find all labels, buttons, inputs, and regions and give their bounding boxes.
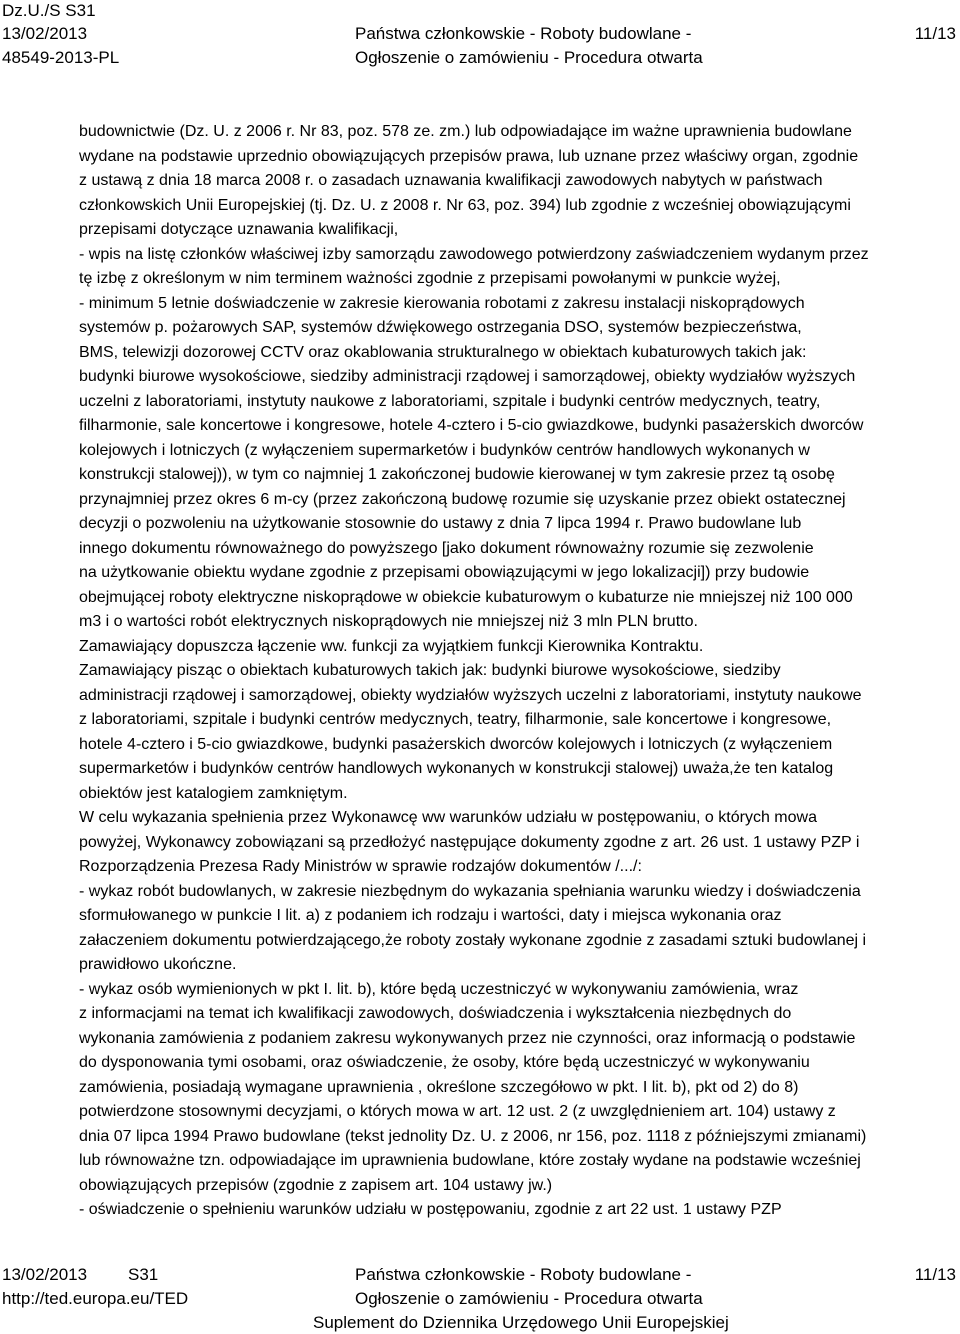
- body-line: z ustawą z dnia 18 marca 2008 r. o zasadach uznawania kwalifikacji zawodowych nabytych w państwach: [79, 172, 823, 189]
- footer-supplement: Suplement do Dziennika Urzędowego Unii Europejskiej: [313, 1313, 729, 1332]
- body-line: konstrukcji stalowej)), w tym co najmniej 1 zakończonej budowie kierowanej w tym zakresie przez tą osobę: [79, 466, 835, 483]
- body-line: hotele 4-cztero i 5-cio gwiazdkowe, budynki pasażerskich dworców kolejowych i lotniczych (z wyłączeniem: [79, 735, 833, 753]
- body-line: systemów p. pożarowych SAP, systemów dźwiękowego ostrzegania DSO, systemów bezpieczeństwa,: [79, 319, 802, 336]
- body-line: sformułowanego w punkcie I lit. a) z podaniem ich rodzaju i wartości, daty i miejsca wykonania oraz: [79, 907, 782, 924]
- body-line: lub równoważne tzn. odpowiadające im uprawnienia budowlane, które zostały wydane na podstawie wcześniej: [79, 1152, 861, 1169]
- body-line: W celu wykazania spełnienia przez Wykonawcę ww warunków udziału w postępowaniu, o których mowa: [79, 809, 817, 826]
- body-line: potwierdzone stosownymi decyzjami, o których mowa w art. 12 ust. 2 (z uwzględnieniem art. 104) ustawy z: [79, 1103, 836, 1120]
- body-line: - oświadczenie o spełnieniu warunków udziału w postępowaniu, zgodnie z art 22 ust. 1 ustawy PZP: [79, 1201, 782, 1218]
- body-line: - minimum 5 letnie doświadczenie w zakresie kierowania robotami z zakresu instalacji niskoprądowych: [79, 294, 805, 312]
- footer-page-number: 11/13: [914, 1265, 956, 1284]
- header-notice-id: 48549-2013-PL: [2, 48, 120, 67]
- body-line: wykonania zamówienia z podaniem zakresu wykonywanych przez nie czynności, oraz informacją o podstawie: [79, 1029, 856, 1047]
- footer-title-line2: Ogłoszenie o zamówieniu - Procedura otwarta: [355, 1289, 703, 1308]
- body-line: obiektów jest katalogiem zamkniętym.: [79, 784, 348, 802]
- body-line: na użytkowanie obiektu wydane zgodnie z przepisami obowiązującymi w jego lokalizacji]) przy budowie: [79, 564, 810, 581]
- body-line: budownictwie (Dz. U. z 2006 r. Nr 83, poz. 578 ze. zm.) lub odpowiadające im ważne uprawnienia budowlane: [79, 123, 852, 140]
- header-doc-code: Dz.U./S S31: [2, 1, 96, 20]
- body-line: decyzji o pozwoleniu na użytkowanie stosownie do ustawy z dnia 7 lipca 1994 r. Prawo budowlane lub: [79, 515, 802, 532]
- header-title-line2: Ogłoszenie o zamówieniu - Procedura otwarta: [355, 48, 703, 67]
- document-body: [79, 120, 952, 1223]
- body-line: z laboratoriami, szpitale i budynki centrów medycznych, teatry, filharmonie, sale koncertowe i kongresowe,: [79, 711, 832, 728]
- body-line: - wykaz osób wymienionych w pkt I. lit. b), które będą uczestniczyć w wykonywaniu zamówienia, wraz: [79, 980, 799, 998]
- page-header: [0, 0, 960, 72]
- footer-title-line1: Państwa członkowskie - Roboty budowlane -: [355, 1265, 692, 1284]
- body-line: supermarketów i budynków centrów handlowych wykonanych w konstrukcji stalowej) uważa,że ten katalog: [79, 760, 834, 777]
- body-line: kolejowych i lotniczych (z wyłączeniem supermarketów i budynków centrów handlowych wykonanych w: [79, 441, 810, 459]
- footer-series: S31: [128, 1265, 159, 1284]
- body-line: Zamawiający dopuszcza łączenie ww. funkcji za wyjątkiem funkcji Kierownika Kontraktu.: [79, 637, 704, 655]
- body-line: prawidłowo ukończne.: [79, 956, 237, 973]
- body-line: powyżej, Wykonawcy zobowiązani są przedłożyć następujące dokumenty zgodne z art. 26 ust. 1 ustawy PZP i: [79, 833, 860, 851]
- body-line: administracji rządowej i samorządowej, obiekty wydziałów wyższych uczelni z laboratoriami, instytuty naukowe: [79, 686, 862, 704]
- footer-url[interactable]: http://ted.europa.eu/TED: [2, 1289, 189, 1308]
- body-line: - wykaz robót budowlanych, w zakresie niezbędnym do wykazania spełniania warunku wiedzy i doświadczenia: [79, 882, 861, 900]
- body-line: członkowskich Unii Europejskiej (tj. Dz. U. z 2008 r. Nr 63, poz. 394) lub zgodnie z wcześniej obowiązującymi: [79, 196, 851, 214]
- header-page-number: 11/13: [914, 24, 956, 43]
- body-line: uczelni z laboratoriami, instytuty naukowe z laboratoriami, szpitale i budynki centrów medycznych, teatry,: [79, 392, 821, 410]
- body-line: obowiązujących przepisów (zgodnie z zapisem art. 104 ustawy jw.): [79, 1176, 553, 1194]
- body-line: przynajmniej przez okres 6 m-cy (przez zakończoną budowę rozumie się uzyskanie przez obiekt ostatecznej: [79, 490, 846, 508]
- body-line: innego dokumentu równoważnego do powyższego [jako dokument równoważny rozumie się zezwolenie: [79, 539, 814, 557]
- body-line: BMS, telewizji dozorowej CCTV oraz okablowania strukturalnego w obiektach kubaturowych takich jak:: [79, 343, 807, 361]
- body-line: obejmującej roboty elektryczne niskoprądowe w obiekcie kubaturowym o kubaturze nie mniejszej niż 100 000: [79, 588, 853, 606]
- body-line: Zamawiający pisząc o obiektach kubaturowych takich jak: budynki biurowe wysokościowe, siedziby: [79, 662, 781, 679]
- body-line: budynki biurowe wysokościowe, siedziby administracji rządowej i samorządowej, obiekty wydziałów wyższych: [79, 368, 856, 385]
- body-line: wydane na podstawie uprzednio obowiązujących przepisów prawa, lub uznane przez właściwy organ, zgodnie: [79, 147, 859, 165]
- body-line: załaczeniem dokumentu potwierdzającego,że roboty zostały wykonane zgodnie z zasadami sztuki budowlanej i: [79, 931, 867, 949]
- body-line: filharmonie, sale koncertowe i kongresowe, hotele 4-cztero i 5-cio gwiazdkowe, budynki pasażerskich dworców: [79, 417, 864, 434]
- body-line: z informacjami na temat ich kwalifikacji zawodowych, doświadczenia i wykształcenia niezbędnych do: [79, 1005, 792, 1022]
- header-date: 13/02/2013: [2, 24, 88, 43]
- body-line: tę izbę z określonym w nim terminem ważności zgodnie z przepisami powołanymi w punkcie wyżej,: [79, 270, 781, 287]
- body-line: zamówienia, posiadają wymagane uprawnienia , określone szczegółowo w pkt. I lit. b), pkt od 2) do 8): [79, 1078, 799, 1096]
- body-line: m3 i o wartości robót elektrycznych niskoprądowych nie mniejszej niż 3 mln PLN brutto.: [79, 613, 698, 630]
- footer-date: 13/02/2013: [2, 1265, 88, 1284]
- body-line: przepisami dotyczące uznawania kwalifikacji,: [79, 221, 399, 238]
- body-line: dnia 07 lipca 1994 Prawo budowlane (tekst jednolity Dz. U. z 2006, nr 156, poz. 1118 z późniejszymi zmianami): [79, 1127, 867, 1145]
- body-line: do dysponowania tymi osobami, oraz oświadczenie, że osoby, które będą uczestniczyć w wykonywaniu: [79, 1054, 810, 1071]
- body-line: - wpis na listę członków właściwej izby samorządu zawodowego potwierdzony zaświadczeniem wydanym przez: [79, 245, 869, 263]
- page-footer: [0, 1264, 960, 1334]
- header-title-line1: Państwa członkowskie - Roboty budowlane -: [355, 24, 692, 43]
- body-line: Rozporządzenia Prezesa Rady Ministrów w sprawie rodzajów dokumentów /.../:: [79, 858, 642, 875]
